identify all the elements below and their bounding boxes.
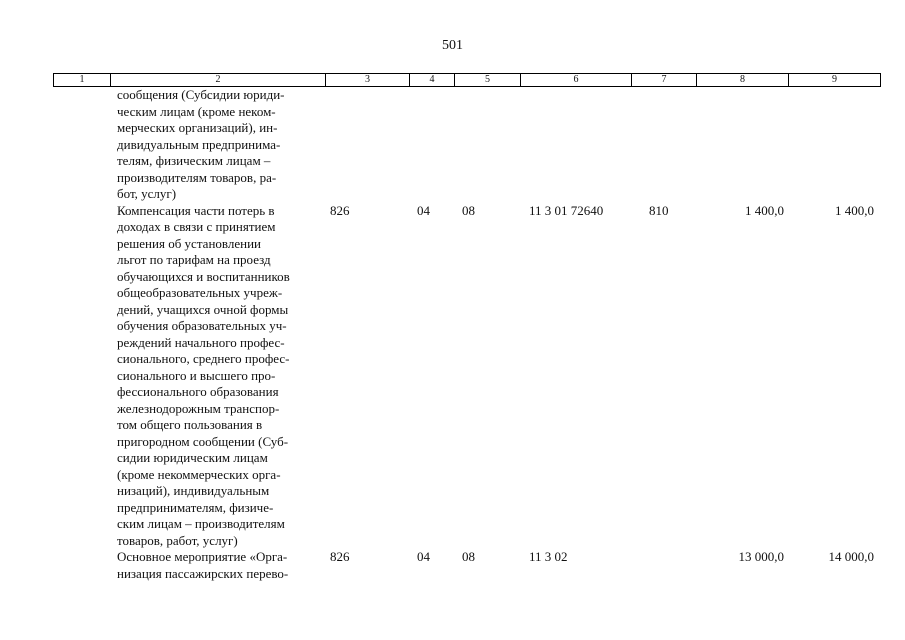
expense-type-code: 810	[649, 202, 669, 218]
ministry-code: 826	[330, 202, 350, 218]
column-header: 5	[455, 74, 521, 87]
column-header: 7	[632, 74, 697, 87]
row-description: Компенсация части потерь в доходах в связи с принятием решения об установлении льгот по тарифам на проезд обучающихся и воспитанников общеобразовательных учреж- дений, учащихся очной формы обучения образовательных уч- реждений начального профес- сионального, среднего профес- сионального и высшего про- фессионального образования железнодорожным транспор- том общего пользования в пригородном сообщении (Суб- сидии юридическим лицам (кроме некоммерческих орга- низаций), индивидуальным предпринимателям, физиче- ским лицам – производителям товаров, работ, услуг)	[117, 202, 290, 548]
amount-col9: 1 400,0	[835, 202, 874, 218]
column-header: 1	[54, 74, 111, 87]
target-article-code: 11 3 02	[529, 549, 568, 564]
section-code: 04	[417, 549, 430, 564]
column-header: 2	[111, 74, 326, 87]
amount-col8: 1 400,0	[745, 202, 784, 218]
subsection-code: 08	[462, 202, 475, 218]
table-row	[53, 203, 880, 550]
row-description: Основное мероприятие «Орга- низация пассажирских перево-	[117, 549, 289, 581]
section-code: 04	[417, 202, 430, 218]
amount-col8: 13 000,0	[738, 549, 784, 564]
page-number: 501	[442, 38, 463, 53]
subsection-code: 08	[462, 549, 475, 564]
column-header: 4	[410, 74, 455, 87]
column-header: 8	[697, 74, 789, 87]
table-row	[53, 549, 880, 582]
target-article-code: 11 3 01 72640	[529, 202, 604, 218]
row-description: сообщения (Субсидии юриди- ческим лицам (кроме неком- мерческих организаций), ин- дивидуальным предпринима- телям, физическим лицам – производителям товаров, ра- бот, услуг)	[117, 87, 285, 201]
column-header: 3	[326, 74, 410, 87]
column-header: 6	[521, 74, 632, 87]
table-header	[53, 73, 881, 87]
amount-col9: 14 000,0	[828, 549, 874, 564]
table-body	[53, 87, 880, 582]
ministry-code: 826	[330, 549, 350, 564]
column-header: 9	[789, 74, 881, 87]
table-row	[53, 87, 880, 203]
